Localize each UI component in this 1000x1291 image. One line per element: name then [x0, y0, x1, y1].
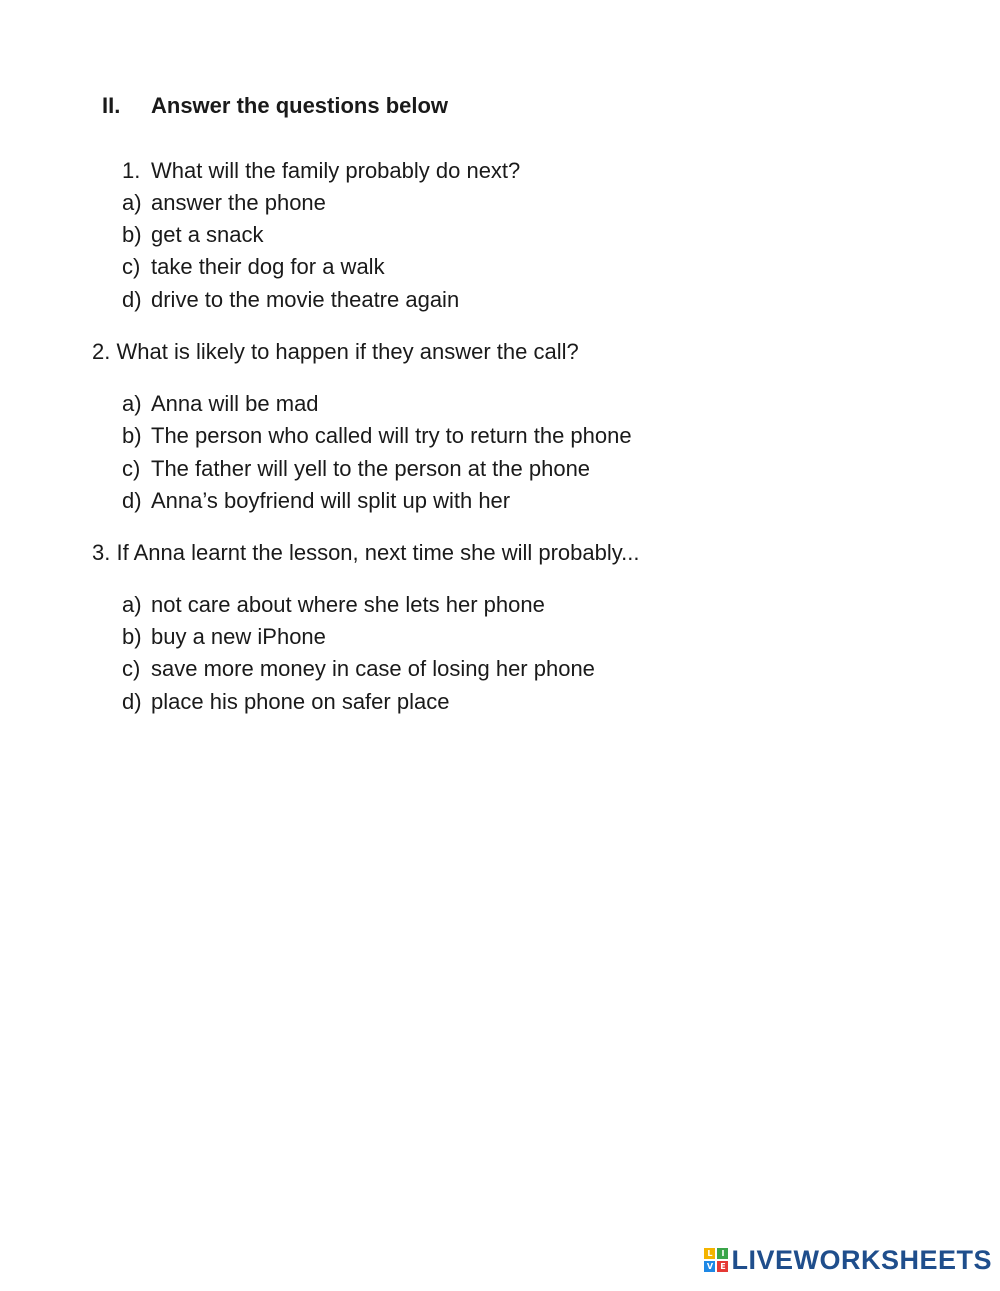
- option-text: take their dog for a walk: [151, 254, 385, 279]
- option-letter: d): [122, 689, 142, 714]
- question-3-option-c[interactable]: [122, 655, 595, 683]
- question-3-option-b[interactable]: [122, 623, 326, 651]
- option-text: not care about where she lets her phone: [151, 592, 545, 617]
- option-letter: b): [122, 423, 142, 448]
- question-3-option-d[interactable]: [122, 688, 449, 716]
- question-1-option-a[interactable]: [122, 189, 326, 217]
- question-3-option-a[interactable]: [122, 591, 545, 619]
- question-2: [92, 338, 579, 366]
- option-text: Anna will be mad: [151, 391, 319, 416]
- question-2-option-c[interactable]: [122, 455, 590, 483]
- option-text: get a snack: [151, 222, 264, 247]
- question-2-option-a[interactable]: [122, 390, 319, 418]
- option-text: buy a new iPhone: [151, 624, 326, 649]
- option-text: answer the phone: [151, 190, 326, 215]
- option-text: drive to the movie theatre again: [151, 287, 460, 312]
- option-letter: d): [122, 287, 142, 312]
- option-letter: b): [122, 222, 142, 247]
- question-number: 1.: [122, 158, 141, 183]
- option-letter: a): [122, 592, 142, 617]
- question-2-option-b[interactable]: [122, 422, 632, 450]
- logo-block: V: [704, 1261, 715, 1272]
- option-letter: c): [122, 656, 141, 681]
- option-letter: d): [122, 488, 142, 513]
- question-number: 3.: [92, 540, 111, 565]
- logo-block: I: [717, 1248, 728, 1259]
- question-1-option-d[interactable]: [122, 286, 459, 314]
- option-text: Anna’s boyfriend will split up with her: [151, 488, 511, 513]
- option-letter: c): [122, 456, 141, 481]
- option-text: The father will yell to the person at the phone: [151, 456, 591, 481]
- option-letter: a): [122, 391, 142, 416]
- question-number: 2.: [92, 339, 111, 364]
- option-text: place his phone on safer place: [151, 689, 450, 714]
- logo-block: L: [704, 1248, 715, 1259]
- option-letter: c): [122, 254, 141, 279]
- question-text: What is likely to happen if they answer the call?: [116, 339, 579, 364]
- logo-blocks-icon: [704, 1248, 728, 1272]
- question-3: [92, 539, 639, 567]
- logo-text: LIVEWORKSHEETS: [731, 1244, 992, 1275]
- option-text: The person who called will try to return the phone: [151, 423, 632, 448]
- option-letter: a): [122, 190, 142, 215]
- option-text: save more money in case of losing her phone: [151, 656, 595, 681]
- question-text: What will the family probably do next?: [151, 158, 521, 183]
- question-text: If Anna learnt the lesson, next time she will probably...: [116, 540, 640, 565]
- section-title: Answer the questions below: [151, 93, 449, 118]
- section-heading: [102, 93, 448, 119]
- question-1-option-c[interactable]: [122, 253, 385, 281]
- question-1-option-b[interactable]: [122, 221, 264, 249]
- section-numeral: II.: [102, 93, 121, 118]
- question-1: [122, 157, 520, 185]
- option-letter: b): [122, 624, 142, 649]
- liveworksheets-logo: [704, 1245, 992, 1275]
- logo-block: E: [717, 1261, 728, 1272]
- question-2-option-d[interactable]: [122, 487, 510, 515]
